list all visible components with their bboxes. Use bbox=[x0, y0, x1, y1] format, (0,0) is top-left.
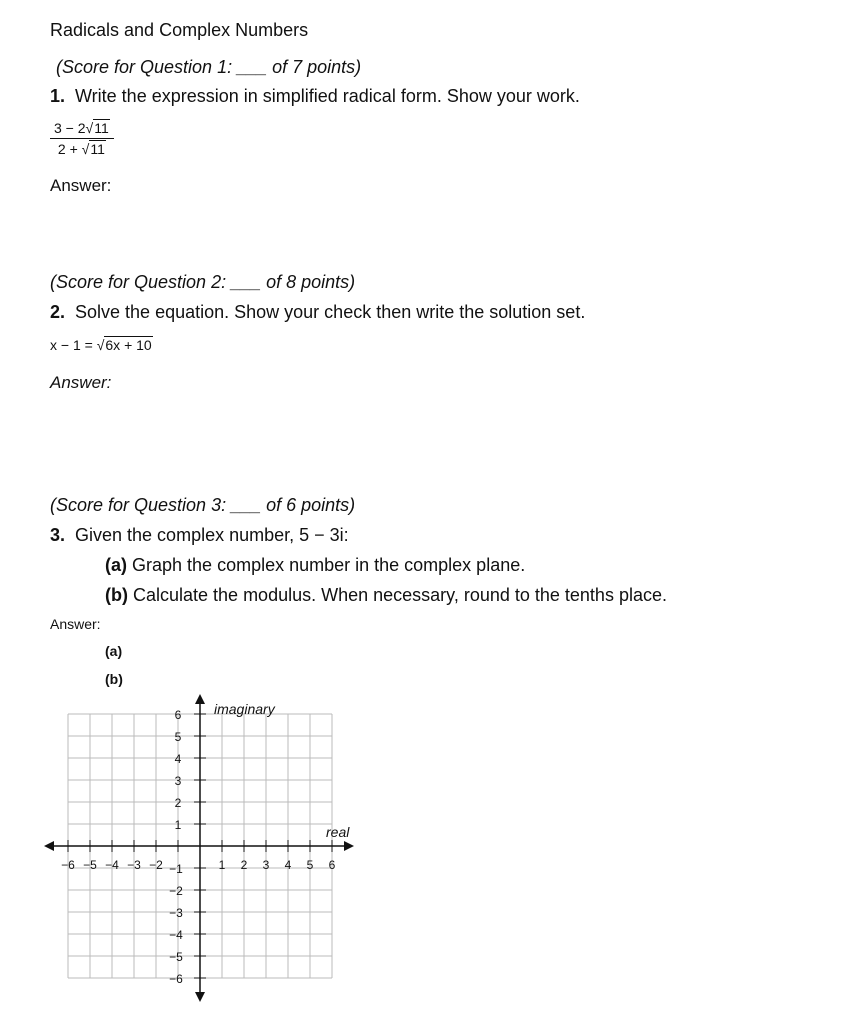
q2-prompt: Solve the equation. Show your check then write the solution set. bbox=[75, 302, 586, 322]
q3-part-a-text: Graph the complex number in the complex plane. bbox=[132, 555, 526, 575]
imaginary-axis-arrow-down bbox=[195, 992, 205, 1002]
imaginary-axis-tick-label: −1 bbox=[169, 862, 183, 876]
imaginary-axis-tick-label: 4 bbox=[174, 752, 182, 766]
q1-prompt-line bbox=[50, 86, 580, 107]
imaginary-axis-tick-label: −4 bbox=[169, 928, 183, 942]
real-axis-tick-label: −4 bbox=[105, 858, 119, 872]
real-axis-tick-label: 2 bbox=[240, 858, 248, 872]
q3-part-a bbox=[105, 555, 525, 576]
q1-score: (Score for Question 1: ___ of 7 points) bbox=[56, 57, 362, 77]
imaginary-axis-tick-label: −5 bbox=[169, 950, 183, 964]
q3-answer-b: (b) bbox=[105, 671, 123, 687]
q1-answer-label: Answer: bbox=[50, 176, 112, 195]
page-title: Radicals and Complex Numbers bbox=[50, 20, 309, 40]
q2-eq-radicand: 6x + 10 bbox=[105, 337, 152, 353]
imaginary-axis-tick-label: 1 bbox=[174, 818, 182, 832]
q3-part-a-label: (a) bbox=[105, 555, 127, 575]
q2-prompt-line bbox=[50, 302, 585, 323]
q3-answer-label: Answer: bbox=[50, 616, 101, 632]
real-axis-label: real bbox=[326, 824, 350, 840]
real-axis-tick-label: −3 bbox=[127, 858, 141, 872]
imaginary-axis-tick-label: −6 bbox=[169, 972, 183, 986]
real-axis-tick-label: 3 bbox=[262, 858, 270, 872]
real-axis-tick-label: 5 bbox=[306, 858, 314, 872]
real-axis-arrow-left bbox=[44, 841, 54, 851]
imaginary-axis-tick-label: 2 bbox=[174, 796, 182, 810]
real-axis-tick-label: 4 bbox=[284, 858, 292, 872]
q2-number: 2. bbox=[50, 302, 66, 322]
imaginary-axis-tick-label: 5 bbox=[174, 730, 182, 744]
q3-score: (Score for Question 3: ___ of 6 points) bbox=[50, 495, 356, 515]
real-axis-tick-label: 1 bbox=[218, 858, 226, 872]
q1-expression bbox=[50, 120, 114, 157]
imaginary-axis-tick-label: 3 bbox=[174, 774, 182, 788]
real-axis-tick-label: −6 bbox=[61, 858, 75, 872]
q3-prompt: Given the complex number, 5 − 3i: bbox=[75, 525, 349, 545]
q3-part-b bbox=[105, 585, 667, 606]
q1-den-radicand: 11 bbox=[90, 141, 105, 157]
q2-answer-label: Answer: bbox=[50, 373, 112, 392]
real-axis-tick-label: 6 bbox=[328, 858, 336, 872]
q2-equation: x − 1 = √6x + 10 bbox=[50, 337, 152, 353]
q2-eq-left: x − 1 = bbox=[50, 337, 97, 353]
q3-number: 3. bbox=[50, 525, 66, 545]
imaginary-axis-tick-label: −3 bbox=[169, 906, 183, 920]
imaginary-axis-tick-label: 6 bbox=[174, 708, 182, 722]
imaginary-axis-label: imaginary bbox=[214, 701, 275, 717]
q1-numerator: 3 − 2√11 bbox=[50, 120, 114, 139]
q1-denominator: 2 + √11 bbox=[57, 141, 105, 157]
q3-part-b-label: (b) bbox=[105, 585, 128, 605]
real-axis-tick-label: −2 bbox=[149, 858, 163, 872]
imaginary-axis-tick-label: −2 bbox=[169, 884, 183, 898]
q1-den-text: 2 + bbox=[57, 141, 82, 157]
imaginary-axis-arrow-up bbox=[195, 694, 205, 704]
q3-answer-a: (a) bbox=[105, 643, 123, 659]
q1-num-radicand: 11 bbox=[94, 120, 109, 136]
real-axis-tick-label: −5 bbox=[83, 858, 97, 872]
q1-prompt: Write the expression in simplified radical form. Show your work. bbox=[75, 86, 580, 106]
q1-num-text: 3 − 2 bbox=[54, 120, 86, 136]
q3-prompt-line bbox=[50, 525, 349, 546]
real-axis-arrow-right bbox=[344, 841, 354, 851]
q3-part-b-text: Calculate the modulus. When necessary, round to the tenths place. bbox=[133, 585, 667, 605]
q2-score: (Score for Question 2: ___ of 8 points) bbox=[50, 272, 356, 292]
q1-number: 1. bbox=[50, 86, 66, 106]
